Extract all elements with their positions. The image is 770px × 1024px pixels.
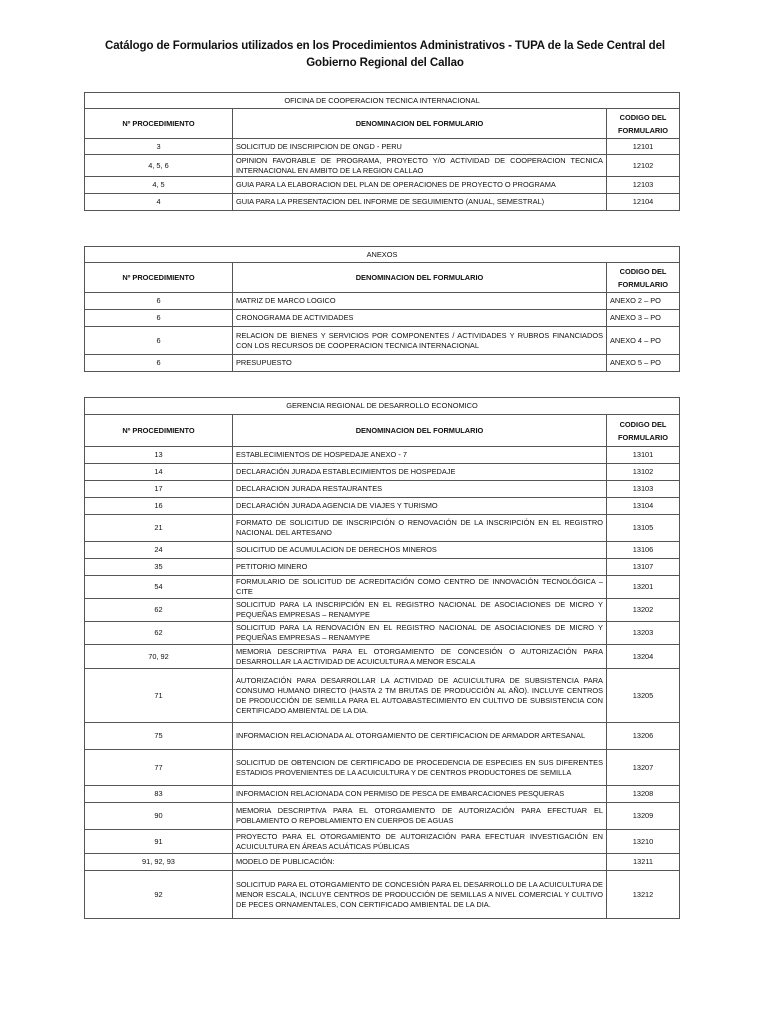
procedimiento-cell: 71 <box>85 669 233 723</box>
section-caption-row <box>85 398 680 415</box>
procedimiento-cell: 13 <box>85 447 233 464</box>
table-row <box>85 139 680 155</box>
table-row <box>85 155 680 177</box>
table-row <box>85 576 680 599</box>
table-row <box>85 723 680 750</box>
table-desarrollo-economico <box>84 397 680 919</box>
denominacion-cell: RELACION DE BIENES Y SERVICIOS POR COMPONENTES / ACTIVIDADES Y RUBROS FINANCIADOS CON LOS RECURSOS DE COOPERACION TECNICA INTERNACIONAL <box>233 327 607 355</box>
codigo-cell: 12104 <box>607 194 680 211</box>
procedimiento-cell: 77 <box>85 750 233 786</box>
header-codigo: CODIGO DEL FORMULARIO <box>607 263 680 293</box>
procedimiento-cell: 6 <box>85 327 233 355</box>
procedimiento-cell: 62 <box>85 622 233 645</box>
table-row <box>85 447 680 464</box>
codigo-cell: 12101 <box>607 139 680 155</box>
procedimiento-cell: 90 <box>85 803 233 830</box>
denominacion-cell: SOLICITUD PARA LA RENOVACIÓN EN EL REGISTRO NACIONAL DE ASOCIACIONES DE MICRO Y PEQUEÑAS EMPRESAS – RENAMYPE <box>233 622 607 645</box>
procedimiento-cell: 4, 5, 6 <box>85 155 233 177</box>
table-row <box>85 515 680 542</box>
table-row <box>85 786 680 803</box>
section-caption: ANEXOS <box>85 247 680 263</box>
codigo-cell: 13105 <box>607 515 680 542</box>
table-row <box>85 559 680 576</box>
codigo-cell: 13208 <box>607 786 680 803</box>
header-denominacion: DENOMINACION DEL FORMULARIO <box>233 109 607 139</box>
denominacion-cell: INFORMACION RELACIONADA AL OTORGAMIENTO DE CERTIFICACION DE ARMADOR ARTESANAL <box>233 723 607 750</box>
denominacion-cell: MODELO DE PUBLICACIÓN: <box>233 854 607 871</box>
section-caption: GERENCIA REGIONAL DE DESARROLLO ECONOMICO <box>85 398 680 415</box>
codigo-cell: 13205 <box>607 669 680 723</box>
header-row <box>85 109 680 139</box>
procedimiento-cell: 91 <box>85 830 233 854</box>
codigo-cell: 13103 <box>607 481 680 498</box>
denominacion-cell: SOLICITUD PARA LA INSCRIPCIÓN EN EL REGISTRO NACIONAL DE ASOCIACIONES DE MICRO Y PEQUEÑAS EMPRESAS – RENAMYPE <box>233 599 607 622</box>
procedimiento-cell: 75 <box>85 723 233 750</box>
procedimiento-cell: 83 <box>85 786 233 803</box>
table-row <box>85 327 680 355</box>
denominacion-cell: OPINION FAVORABLE DE PROGRAMA, PROYECTO Y/O ACTIVIDAD DE COOPERACION TECNICA INTERNACIONAL EN AMBITO DE LA REGION CALLAO <box>233 155 607 177</box>
procedimiento-cell: 6 <box>85 355 233 372</box>
table-row <box>85 803 680 830</box>
header-codigo: CODIGO DEL FORMULARIO <box>607 109 680 139</box>
document-title <box>60 38 710 72</box>
table-row <box>85 464 680 481</box>
codigo-cell: 13209 <box>607 803 680 830</box>
procedimiento-cell: 6 <box>85 310 233 327</box>
codigo-cell: 13107 <box>607 559 680 576</box>
denominacion-cell: AUTORIZACIÓN PARA DESARROLLAR LA ACTIVIDAD DE ACUICULTURA DE SUBSISTENCIA PARA CONSUMO HUMANO DIRECTO (HASTA 2 TM BRUTAS DE PRODUCCIÓN AL AÑO). INCLUYE CENTROS DE PRODUCCIÓN DE SEMILLA PARA EL AUTOABASTECIMIENTO EN CULTIVO DE SUBSISTENCIA CON CERTIFICADO AMBIENTAL DE LA DIA. <box>233 669 607 723</box>
codigo-cell: ANEXO 5 – PO <box>607 355 680 372</box>
codigo-cell: 13207 <box>607 750 680 786</box>
denominacion-cell: INFORMACION RELACIONADA CON PERMISO DE PESCA DE EMBARCACIONES PESQUERAS <box>233 786 607 803</box>
procedimiento-cell: 70, 92 <box>85 645 233 669</box>
table-row <box>85 355 680 372</box>
denominacion-cell: PETITORIO MINERO <box>233 559 607 576</box>
denominacion-cell: MEMORIA DESCRIPTIVA PARA EL OTORGAMIENTO DE AUTORIZACIÓN PARA EFECTUAR EL POBLAMIENTO O REPOBLAMIENTO EN CUERPOS DE AGUAS <box>233 803 607 830</box>
procedimiento-cell: 14 <box>85 464 233 481</box>
denominacion-cell: DECLARACION JURADA RESTAURANTES <box>233 481 607 498</box>
section-caption: OFICINA DE COOPERACION TECNICA INTERNACIONAL <box>85 93 680 109</box>
table-row <box>85 481 680 498</box>
table-row <box>85 599 680 622</box>
procedimiento-cell: 21 <box>85 515 233 542</box>
denominacion-cell: FORMULARIO DE SOLICITUD DE ACREDITACIÓN COMO CENTRO DE INNOVACIÓN TECNOLÓGICA – CITE <box>233 576 607 599</box>
table-row <box>85 871 680 919</box>
table-row <box>85 830 680 854</box>
section-caption-row <box>85 247 680 263</box>
codigo-cell: 13211 <box>607 854 680 871</box>
denominacion-cell: ESTABLECIMIENTOS DE HOSPEDAJE ANEXO - 7 <box>233 447 607 464</box>
header-procedimiento: Nº PROCEDIMIENTO <box>85 109 233 139</box>
codigo-cell: ANEXO 4 – PO <box>607 327 680 355</box>
denominacion-cell: PRESUPUESTO <box>233 355 607 372</box>
procedimiento-cell: 17 <box>85 481 233 498</box>
procedimiento-cell: 4 <box>85 194 233 211</box>
title-line-1: Catálogo de Formularios utilizados en los Procedimientos Administrativos - TUPA de la Sede Central del <box>104 40 665 52</box>
denominacion-cell: GUIA PARA LA PRESENTACION DEL INFORME DE SEGUIMIENTO (ANUAL, SEMESTRAL) <box>233 194 607 211</box>
codigo-cell: 13204 <box>607 645 680 669</box>
procedimiento-cell: 16 <box>85 498 233 515</box>
table-row <box>85 542 680 559</box>
denominacion-cell: SOLICITUD DE ACUMULACION DE DERECHOS MINEROS <box>233 542 607 559</box>
denominacion-cell: MEMORIA DESCRIPTIVA PARA EL OTORGAMIENTO DE CONCESIÓN O AUTORIZACIÓN PARA DESARROLLAR LA ACTIVIDAD DE ACUICULTURA A MENOR ESCALA <box>233 645 607 669</box>
denominacion-cell: PROYECTO PARA EL OTORGAMIENTO DE AUTORIZACIÓN PARA EFECTUAR INVESTIGACIÓN EN ACUICULTURA EN ÁREAS ACUÁTICAS PÚBLICAS <box>233 830 607 854</box>
codigo-cell: 13104 <box>607 498 680 515</box>
denominacion-cell: DECLARACIÓN JURADA AGENCIA DE VIAJES Y TURISMO <box>233 498 607 515</box>
denominacion-cell: SOLICITUD DE OBTENCION DE CERTIFICADO DE PROCEDENCIA DE ESPECIES EN SUS DIFERENTES ESTADIOS PROVENIENTES DE LA ACUICULTURA Y DE CENTROS PRODUCTORES DE SEMILLA <box>233 750 607 786</box>
table-row <box>85 622 680 645</box>
procedimiento-cell: 6 <box>85 293 233 310</box>
codigo-cell: 12102 <box>607 155 680 177</box>
denominacion-cell: DECLARACIÓN JURADA ESTABLECIMIENTOS DE HOSPEDAJE <box>233 464 607 481</box>
codigo-cell: 13102 <box>607 464 680 481</box>
table-row <box>85 293 680 310</box>
procedimiento-cell: 4, 5 <box>85 177 233 194</box>
codigo-cell: 13101 <box>607 447 680 464</box>
denominacion-cell: CRONOGRAMA DE ACTIVIDADES <box>233 310 607 327</box>
codigo-cell: 13206 <box>607 723 680 750</box>
codigo-cell: 13106 <box>607 542 680 559</box>
denominacion-cell: SOLICITUD PARA EL OTORGAMIENTO DE CONCESIÓN PARA EL DESARROLLO DE LA ACUICULTURA DE MENOR ESCALA, INCLUYE CENTROS DE PRODUCCIÓN DE SEMILLAS A NIVEL COMERCIAL Y CULTIVO DE PECES ORNAMENTALES, CON CERTIFICADO AMBIENTAL DE LA DIA. <box>233 871 607 919</box>
codigo-cell: 13212 <box>607 871 680 919</box>
table-row <box>85 177 680 194</box>
procedimiento-cell: 54 <box>85 576 233 599</box>
procedimiento-cell: 91, 92, 93 <box>85 854 233 871</box>
table-row <box>85 750 680 786</box>
procedimiento-cell: 3 <box>85 139 233 155</box>
procedimiento-cell: 35 <box>85 559 233 576</box>
procedimiento-cell: 92 <box>85 871 233 919</box>
denominacion-cell: GUIA PARA LA ELABORACION DEL PLAN DE OPERACIONES DE PROYECTO O PROGRAMA <box>233 177 607 194</box>
header-denominacion: DENOMINACION DEL FORMULARIO <box>233 415 607 447</box>
table-anexos <box>84 246 680 372</box>
table-cooperacion-tecnica <box>84 92 680 211</box>
denominacion-cell: SOLICITUD DE INSCRIPCION DE ONGD - PERU <box>233 139 607 155</box>
section-caption-row <box>85 93 680 109</box>
denominacion-cell: FORMATO DE SOLICITUD DE INSCRIPCIÓN O RENOVACIÓN DE LA INSCRIPCIÓN EN EL REGISTRO NACIONAL DEL ARTESANO <box>233 515 607 542</box>
header-procedimiento: Nº PROCEDIMIENTO <box>85 415 233 447</box>
header-procedimiento: Nº PROCEDIMIENTO <box>85 263 233 293</box>
header-denominacion: DENOMINACION DEL FORMULARIO <box>233 263 607 293</box>
denominacion-cell: MATRIZ DE MARCO LOGICO <box>233 293 607 310</box>
title-line-2: Gobierno Regional del Callao <box>306 57 464 69</box>
table-row <box>85 669 680 723</box>
codigo-cell: ANEXO 2 – PO <box>607 293 680 310</box>
codigo-cell: 13202 <box>607 599 680 622</box>
header-row <box>85 263 680 293</box>
header-codigo: CODIGO DEL FORMULARIO <box>607 415 680 447</box>
codigo-cell: 13203 <box>607 622 680 645</box>
codigo-cell: 13201 <box>607 576 680 599</box>
table-row <box>85 498 680 515</box>
procedimiento-cell: 24 <box>85 542 233 559</box>
table-row <box>85 854 680 871</box>
header-row <box>85 415 680 447</box>
codigo-cell: 12103 <box>607 177 680 194</box>
table-row <box>85 310 680 327</box>
procedimiento-cell: 62 <box>85 599 233 622</box>
table-row <box>85 645 680 669</box>
codigo-cell: ANEXO 3 – PO <box>607 310 680 327</box>
table-row <box>85 194 680 211</box>
codigo-cell: 13210 <box>607 830 680 854</box>
